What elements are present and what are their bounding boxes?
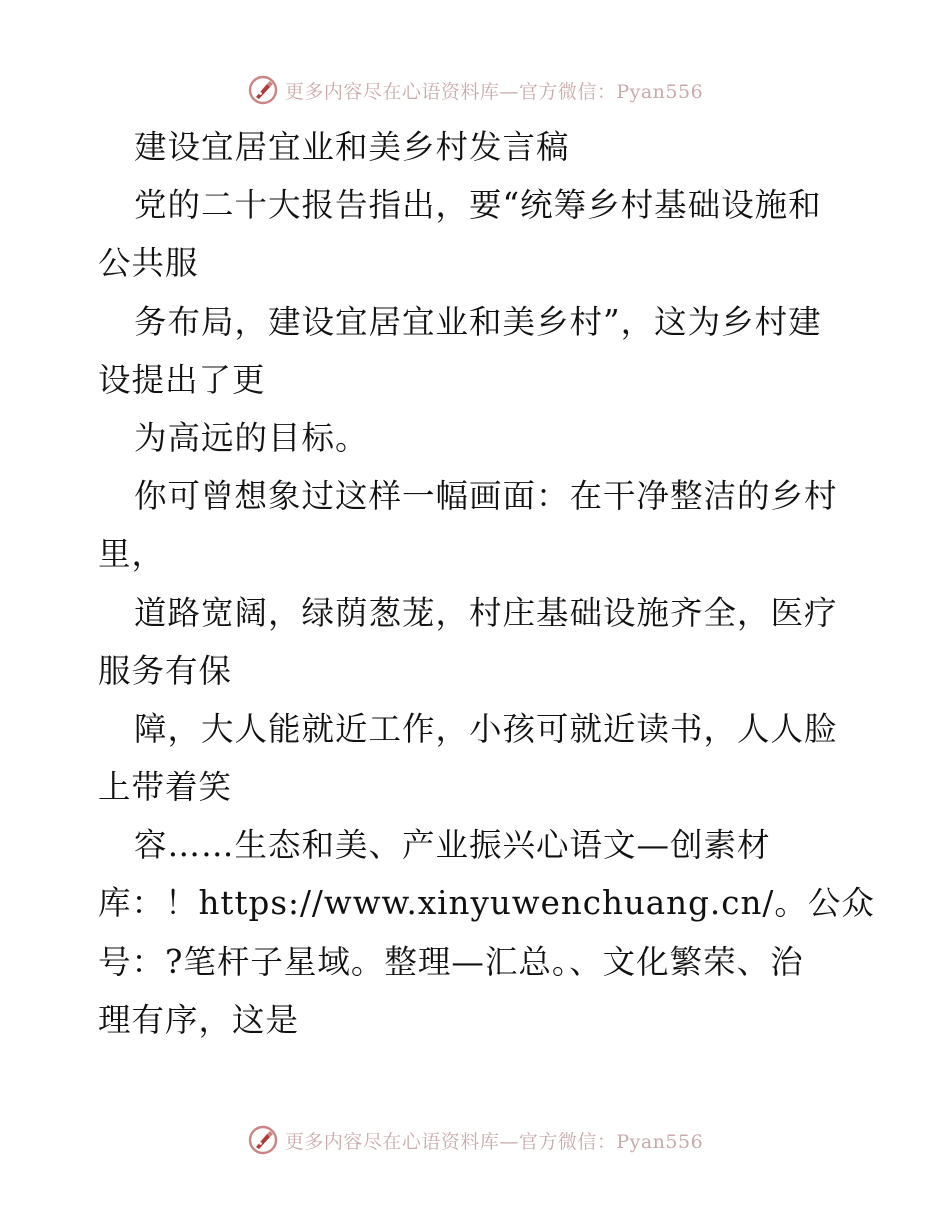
paragraph-line: 容……生态和美、产业振兴心语文—创素材 [134, 826, 771, 865]
paragraph-line: 障，大人能就近工作，小孩可就近读书，人人脸 [134, 709, 838, 748]
paragraph-line: 公共服 [98, 244, 199, 283]
paragraph-line: 理有序，这是 [98, 1000, 300, 1039]
paragraph-line: 党的二十大报告指出，要“统筹乡村基础设施和 [134, 186, 822, 225]
paragraph-line: 道路宽阔，绿荫葱茏，村庄基础设施齐全，医疗 [134, 593, 838, 632]
pen-nib-logo-icon [247, 74, 279, 106]
header-banner-content [247, 74, 703, 106]
header-watermark-banner [0, 72, 950, 108]
paragraph-line: 你可曾想象过这样一幅画面：在干净整洁的乡村 [134, 477, 838, 516]
paragraph-line: 设提出了更 [98, 360, 266, 399]
footer-banner-text: 更多内容尽在心语资料库—官方微信：Pyan556 [284, 1130, 704, 1153]
document-title: 建设宜居宜业和美乡村发言稿 [134, 128, 570, 166]
footer-watermark-banner [0, 1122, 950, 1158]
paragraph-line: 上带着笑 [98, 768, 233, 807]
document-body [98, 118, 875, 1049]
pen-nib-logo-icon [247, 1124, 279, 1156]
paragraph-line: 为高远的目标。 [134, 418, 369, 457]
footer-banner-content [247, 1124, 703, 1156]
paragraph-line: 里， [98, 535, 166, 574]
paragraph-line: 服务有保 [98, 651, 233, 690]
paragraph-line: 库：！https://www.xinyuwenchuang.cn/。公众 [98, 884, 875, 923]
paragraph-line: 务布局，建设宜居宜业和美乡村”，这为乡村建 [134, 302, 822, 341]
header-banner-text: 更多内容尽在心语资料库—官方微信：Pyan556 [284, 80, 704, 103]
paragraph-line: 号：?笔杆子星域。整理—汇总。、文化繁荣、治 [98, 942, 804, 981]
